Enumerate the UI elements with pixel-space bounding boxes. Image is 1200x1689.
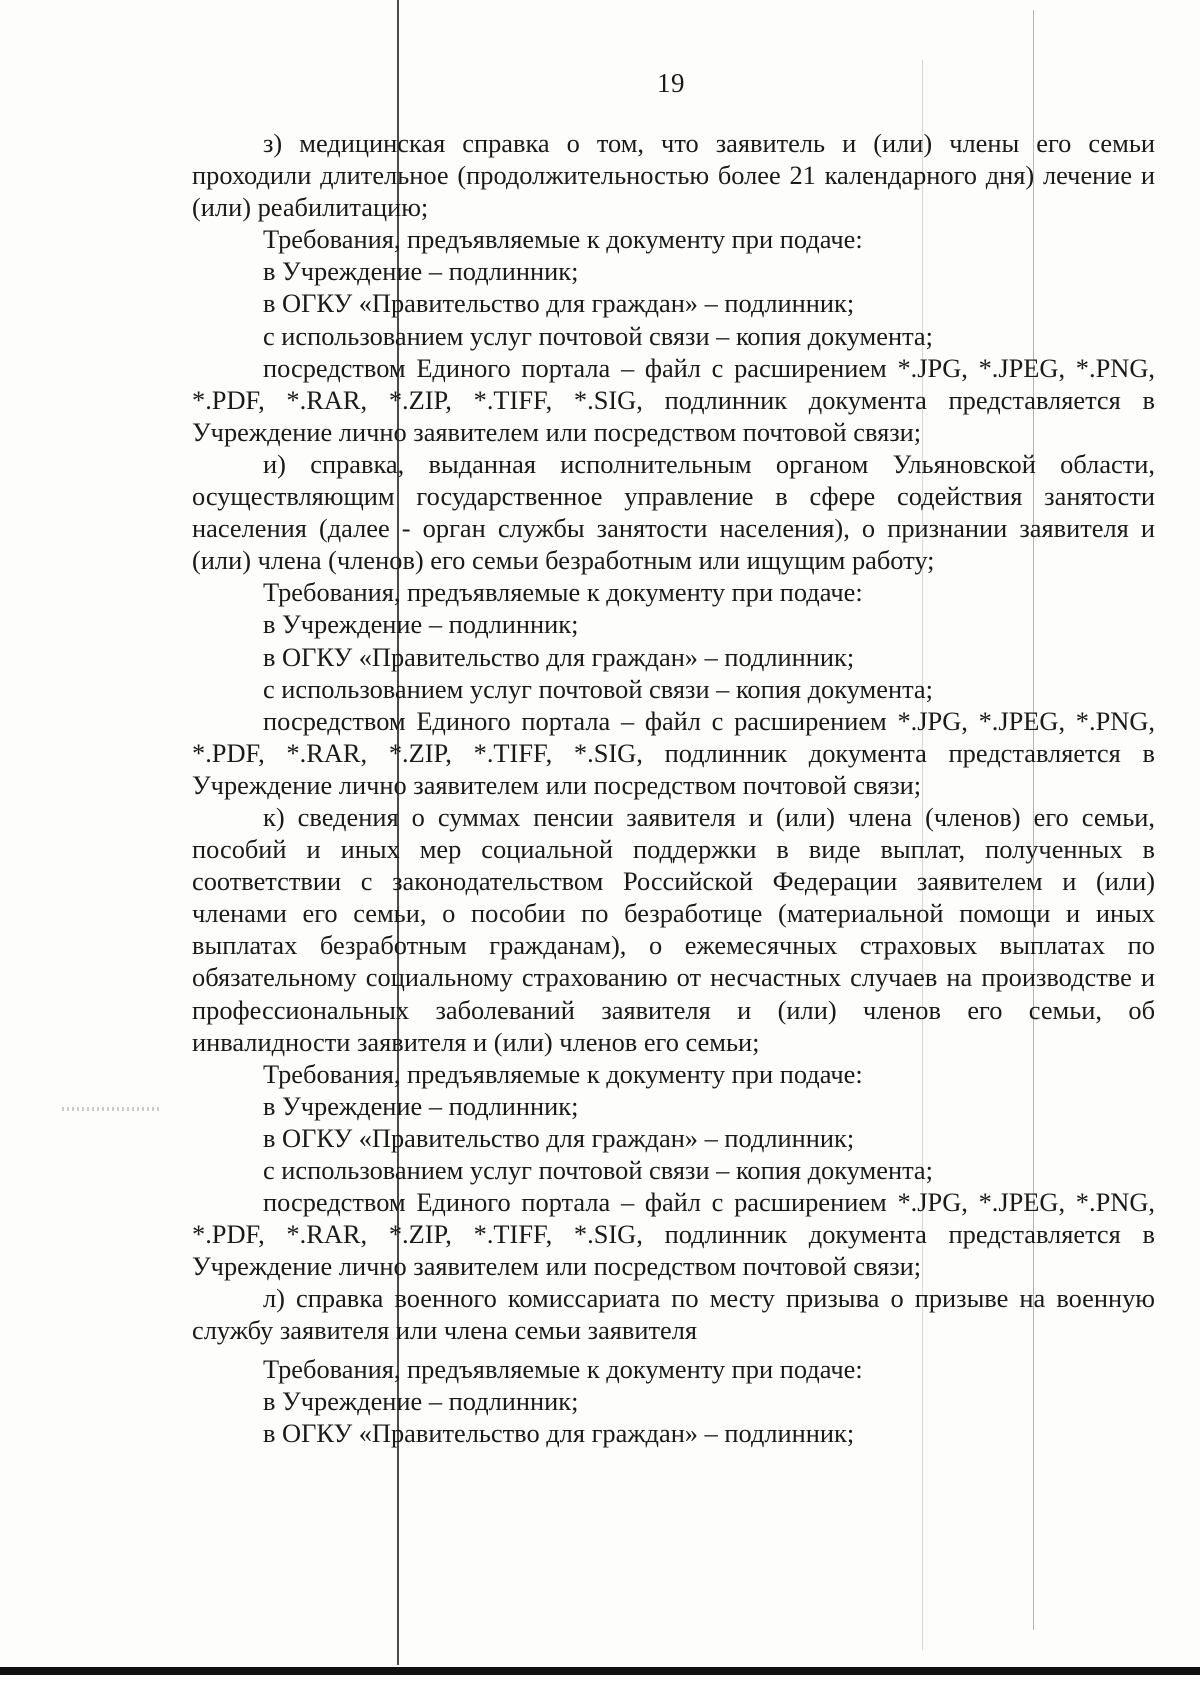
scan-bottom-edge [0,1675,1200,1689]
requirement-portal: посредством Единого портала – файл с расширением *.JPG, *.JPEG, *.PNG, *.PDF, *.RAR, *.ZIP, *.TIFF, *.SIG, подлинник документа представляется в Учреждение лично заявителем или посредством почтовой связи; [192,705,1155,800]
paragraph-item-z: з) медицинская справка о том, что заявитель и (или) члены его семьи проходили длительное (продолжительностью более 21 календарного дня) лечение и (или) реабилитацию; [192,128,1155,223]
requirement-line: в Учреждение – подлинник; [263,256,579,287]
requirements-heading: Требования, предъявляемые к документу при подаче: [263,224,863,255]
requirement-line: с использованием услуг почтовой связи – копия документа; [263,1155,933,1185]
requirement-line: в ОГКУ «Правительство для граждан» – подлинник; [263,641,855,672]
requirement-portal: посредством Единого портала – файл с расширением *.JPG, *.JPEG, *.PNG, *.PDF, *.RAR, *.ZIP, *.TIFF, *.SIG, подлинник документа представляется в Учреждение лично заявителем или посредством почтовой связи; [192,352,1155,447]
paragraph-item-l: л) справка военного комиссариата по месту призыва о призыве на военную службу заявителя или члена семьи заявителя [192,1283,1155,1346]
requirement-line: в ОГКУ «Правительство для граждан» – подлинник; [263,1417,855,1448]
requirements-heading: Требования, предъявляемые к документу при подаче: [263,1058,863,1089]
requirement-portal: посредством Единого портала – файл с расширением *.JPG, *.JPEG, *.PNG, *.PDF, *.RAR, *.ZIP, *.TIFF, *.SIG, подлинник документа представляется в Учреждение лично заявителем или посредством почтовой связи; [192,1187,1155,1282]
requirement-line: с использованием услуг почтовой связи – копия документа; [263,320,933,351]
requirement-line: в Учреждение – подлинник; [263,609,579,640]
scan-smudge [62,1107,162,1111]
requirement-line: в ОГКУ «Правительство для граждан» – подлинник; [263,288,855,319]
requirements-heading: Требования, предъявляемые к документу при подаче: [263,577,863,608]
page-number: 19 [657,68,685,98]
requirement-line: в ОГКУ «Правительство для граждан» – подлинник; [263,1122,855,1153]
paragraph-item-k: к) сведения о суммах пенсии заявителя и (или) члена (членов) его семьи, пособий и иных мер социальной поддержки в виде выплат, полученных в соответствии с законодательством Российской Федерации заявителем и (или) членами его семьи, о пособии по безработице (материальной помощи и иных выплатах безработным гражданам), о ежемесячных страховых выплатах по обязательному социальному страхованию от несчастных случаев на производстве и профессиональных заболеваний заявителя и (или) членов его семьи, об инвалидности заявителя и (или) членов его семьи; [192,801,1155,1057]
scan-bottom-border [0,1667,1200,1675]
document-body [192,127,1155,1449]
requirement-line: в Учреждение – подлинник; [263,1090,579,1121]
requirement-line: в Учреждение – подлинник; [263,1385,579,1416]
requirements-heading: Требования, предъявляемые к документу при подаче: [263,1353,863,1384]
paragraph-item-i: и) справка, выданная исполнительным органом Ульяновской области, осуществляющим государственное управление в сфере содействия занятости населения (далее - орган службы занятости населения), о признании заявителя и (или) члена (членов) его семьи безработным или ищущим работу; [192,448,1155,576]
requirement-line: с использованием услуг почтовой связи – копия документа; [263,673,933,704]
